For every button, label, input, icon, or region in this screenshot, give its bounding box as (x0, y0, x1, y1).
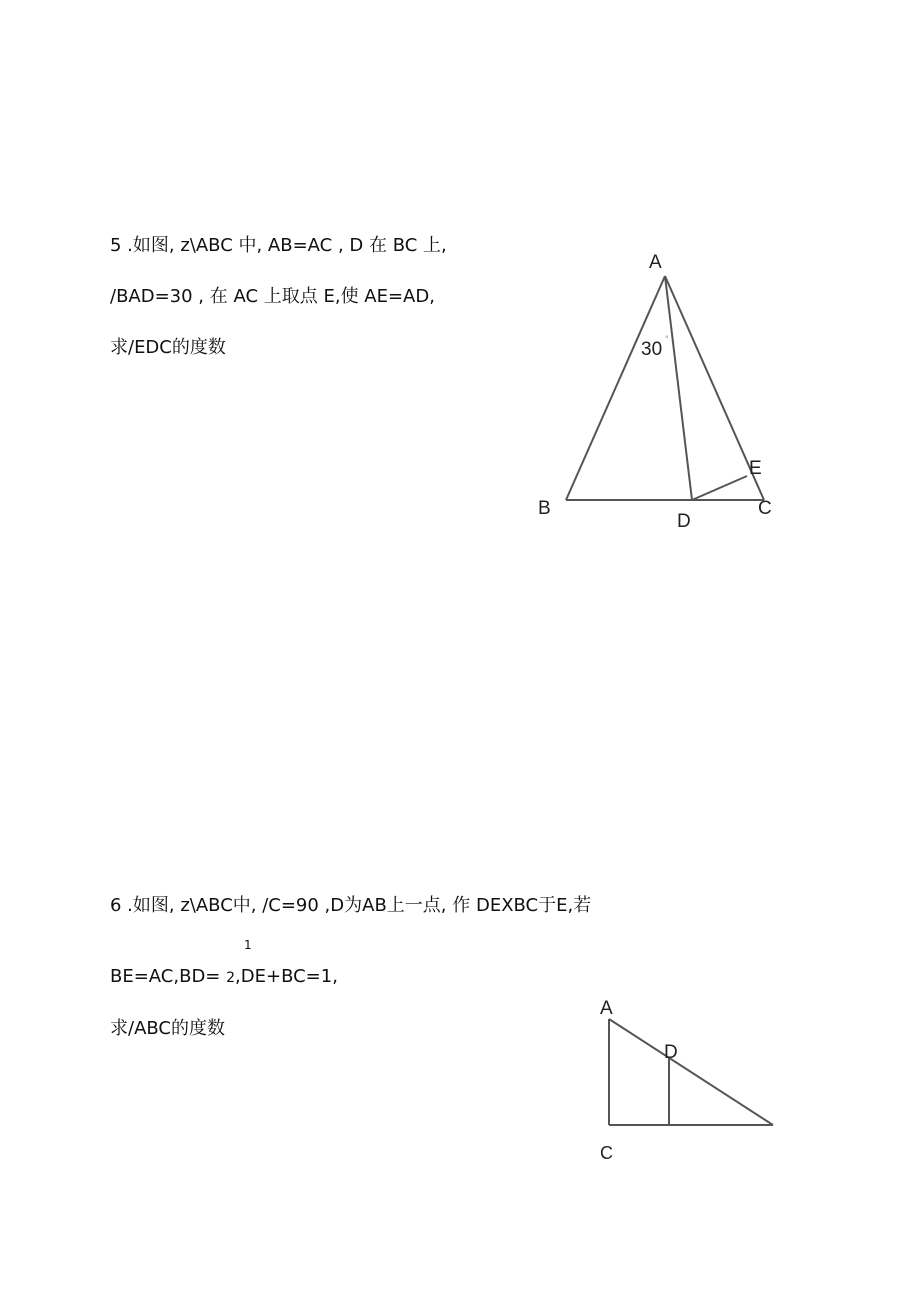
fig5-angle-label: 30 (641, 339, 663, 360)
fig5-degree-mark: ° (665, 334, 669, 344)
problem6-line2-part1: BE=AC,BD= (110, 966, 227, 987)
fig5-segment-AB (566, 276, 665, 500)
fig5-label-A: A (649, 252, 662, 273)
problem6-fraction-numerator: 1 (244, 938, 252, 952)
problem5-line3: 求/EDC的度数 (110, 337, 226, 358)
problem5-line2: /BAD=30 , 在 AC 上取点 E,使 AE=AD, (110, 286, 435, 307)
fig6-segment-AB (609, 1019, 773, 1125)
fig6-label-C: C (600, 1143, 613, 1163)
problem6-line1: 6 .如图, z\ABC中, /C=90 ,D为AB上一点, 作 DEXBC于E,若 (110, 895, 592, 916)
fig5-label-D: D (677, 511, 691, 532)
fig5-segment-AD (665, 276, 692, 500)
problem6-fraction-denominator: 2 (226, 970, 236, 986)
fig5-label-C: C (758, 498, 772, 519)
problem6-line2-part2: ,DE+BC=1, (235, 966, 338, 987)
problem5-line1: 5 .如图, z\ABC 中, AB=AC , D 在 BC 上, (110, 235, 447, 256)
problem6-line3: 求/ABC的度数 (110, 1018, 225, 1039)
fig5-label-E: E (749, 458, 762, 479)
fig5-segment-DE (692, 476, 747, 500)
fig6-label-D: D (664, 1042, 678, 1063)
fig6-label-A: A (600, 998, 613, 1019)
fig5-label-B: B (538, 498, 551, 519)
